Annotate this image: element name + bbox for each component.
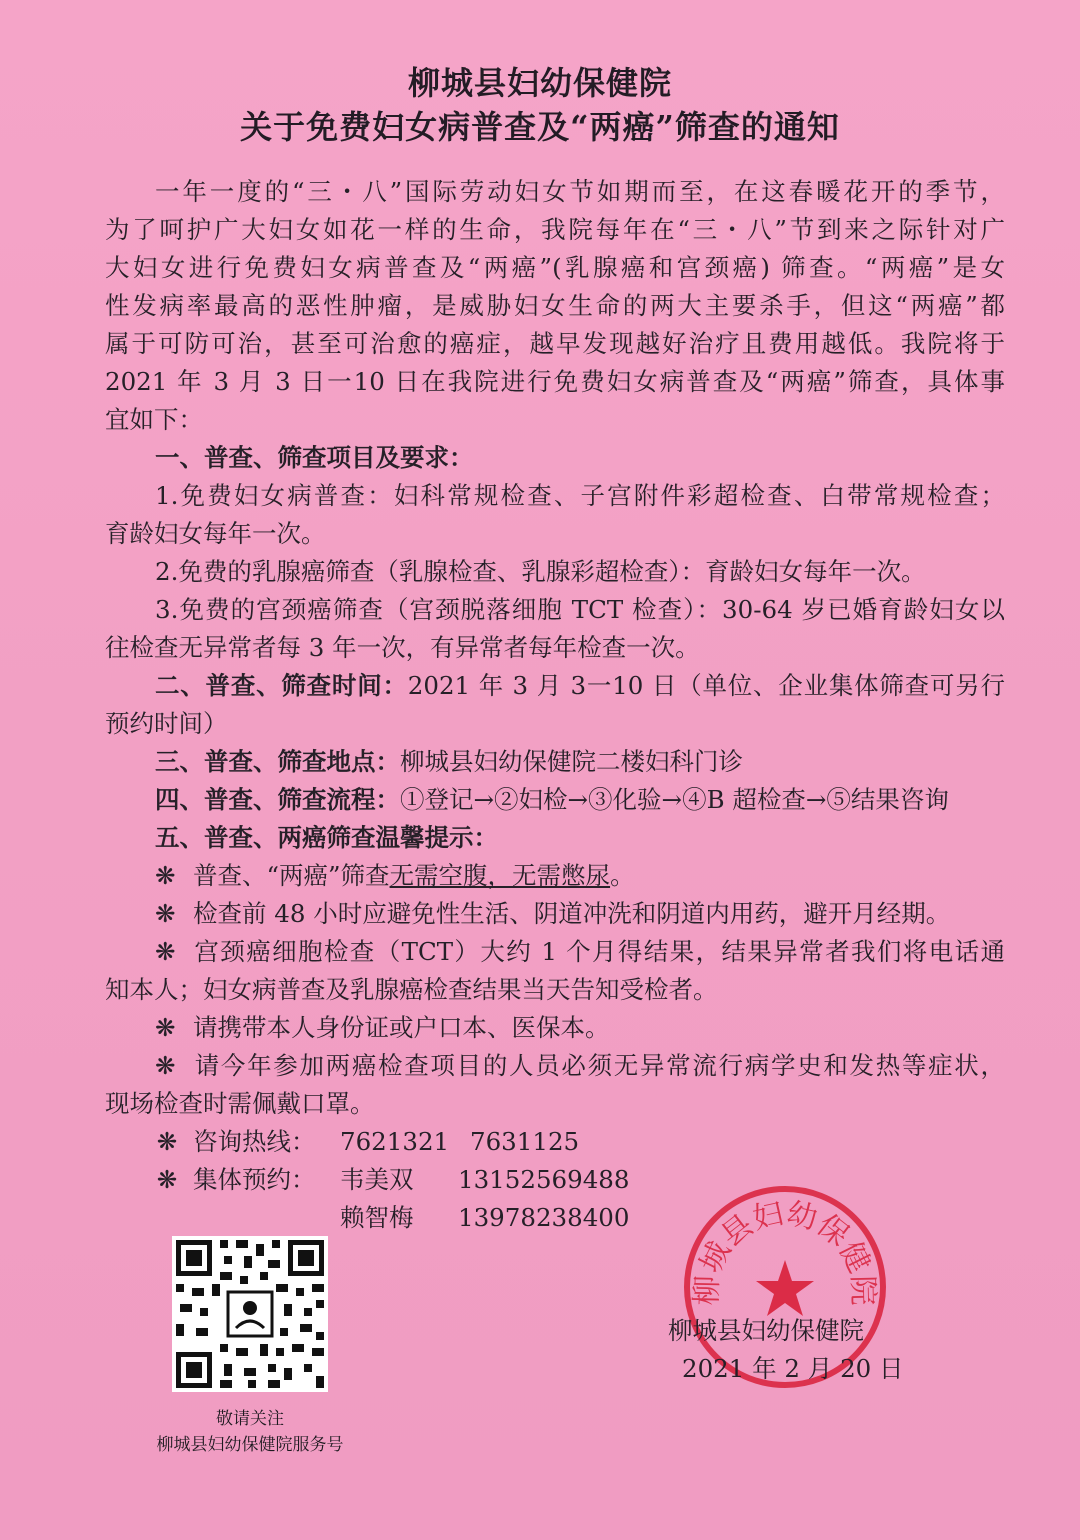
section1-item3-cont: 往检查无异常者每 3 年一次，有异常者每年检查一次。 xyxy=(105,633,700,662)
intro-line: 属于可防可治，甚至可治愈的癌症，越早发现越好治疗且费用越低。我院将于 xyxy=(105,329,1005,358)
tip1-prefix: 普查、“两癌”筛查 xyxy=(193,861,390,890)
intro-line: 性发病率最高的恶性肿瘤，是威胁妇女生命的两大主要杀手，但这“两癌”都 xyxy=(105,291,1005,320)
flower-bullet-icon: ❋ xyxy=(155,1013,176,1042)
tip3-text: 宫颈癌细胞检查（TCT）大约 1 个月得结果，结果异常者我们将电话通 xyxy=(193,937,1005,966)
page-title-notice: 关于免费妇女病普查及“两癌”筛查的通知 xyxy=(240,108,840,146)
tip1-suffix: 。 xyxy=(610,861,635,890)
tip3-cont: 知本人；妇女病普查及乳腺癌检查结果当天告知受检者。 xyxy=(105,975,718,1004)
group-booking-row xyxy=(155,1162,316,1198)
tip1-underlined: 无需空腹，无需憋尿 xyxy=(389,861,611,890)
page-title-hospital: 柳城县妇幼保健院 xyxy=(407,64,672,102)
section3-text: 柳城县妇幼保健院二楼妇科门诊 xyxy=(400,747,743,776)
tip5-cont: 现场检查时需佩戴口罩。 xyxy=(105,1089,375,1118)
tip2-text: 检查前 48 小时应避免性生活、阴道冲洗和阴道内用药，避开月经期。 xyxy=(193,899,951,928)
section5-heading: 五、普查、两癌筛查温馨提示： xyxy=(155,823,498,852)
intro-line: 大妇女进行免费妇女病普查及“两癌”(乳腺癌和宫颈癌) 筛查。“两癌”是女 xyxy=(105,253,1005,282)
section4-line xyxy=(155,782,1005,818)
section3-line xyxy=(155,744,1005,780)
flower-bullet-icon: ❋ xyxy=(156,1127,178,1156)
signature-date: 2021 年 2 月 20 日 xyxy=(682,1354,904,1383)
group-label: 集体预约： xyxy=(193,1165,316,1194)
contact-name: 赖智梅 xyxy=(340,1203,414,1232)
qr-code-icon xyxy=(172,1236,328,1392)
section2-text-cont: 预约时间） xyxy=(105,709,228,738)
flower-bullet-icon: ❋ xyxy=(156,1165,178,1194)
flower-bullet-icon: ❋ xyxy=(155,861,176,890)
section2-text: 2021 年 3 月 3一10 日（单位、企业集体筛查可另行 xyxy=(407,671,1006,700)
seal-text: 柳城县妇幼保健院 xyxy=(689,1196,881,1306)
section4-text: ①登记→②妇检→③化验→④B 超检查→⑤结果咨询 xyxy=(400,785,949,814)
contact-phone: 13978238400 xyxy=(458,1203,630,1232)
section1-item3: 3.免费的宫颈癌筛查（宫颈脱落细胞 TCT 检查）：30-64 岁已婚育龄妇女以 xyxy=(155,595,1005,624)
section2-heading: 二、普查、筛查时间： xyxy=(155,671,408,700)
flower-bullet-icon: ❋ xyxy=(155,937,176,966)
tip5-text: 请今年参加两癌检查项目的人员必须无异常流行病学史和发热等症状， xyxy=(193,1051,1005,1080)
hotline-label: 咨询热线： xyxy=(193,1127,316,1156)
section2-line xyxy=(155,668,1005,704)
hotline-number-2: 7631125 xyxy=(470,1127,580,1156)
tip-item xyxy=(155,934,1005,970)
qr-code xyxy=(172,1236,328,1392)
intro-line: 宜如下： xyxy=(105,405,203,434)
hotline-number-1: 7621321 xyxy=(340,1127,450,1156)
flower-bullet-icon: ❋ xyxy=(155,899,176,928)
tip-item xyxy=(155,858,1005,894)
intro-line: 2021 年 3 月 3 日一10 日在我院进行免费妇女病普查及“两癌”筛查，具体事 xyxy=(105,367,1005,396)
intro-line: 一年一度的“三・八”国际劳动妇女节如期而至，在这春暖花开的季节， xyxy=(155,177,1005,206)
section1-heading: 一、普查、筛查项目及要求： xyxy=(155,443,474,472)
section1-item2: 2.免费的乳腺癌筛查（乳腺检查、乳腺彩超检查）：育龄妇女每年一次。 xyxy=(155,557,926,586)
qr-caption-account: 柳城县妇幼保健院服务号 xyxy=(156,1435,344,1455)
section1-item1-cont: 育龄妇女每年一次。 xyxy=(105,519,326,548)
tip-item xyxy=(155,1010,1005,1046)
contact-phone: 13152569488 xyxy=(458,1165,630,1194)
signature-org: 柳城县妇幼保健院 xyxy=(668,1316,864,1345)
section4-heading: 四、普查、筛查流程： xyxy=(155,785,400,814)
intro-line: 为了呵护广大妇女如花一样的生命，我院每年在“三・八”节到来之际针对广 xyxy=(105,215,1005,244)
flower-bullet-icon: ❋ xyxy=(155,1051,176,1080)
tip-item xyxy=(155,896,1005,932)
section1-item1: 1.免费妇女病普查：妇科常规检查、子宫附件彩超检查、白带常规检查； xyxy=(155,481,1005,510)
tip-item xyxy=(155,1048,1005,1084)
contact-name: 韦美双 xyxy=(340,1165,414,1194)
tip4-text: 请携带本人身份证或户口本、医保本。 xyxy=(193,1013,610,1042)
qr-caption-follow: 敬请关注 xyxy=(216,1409,284,1429)
hotline-row xyxy=(155,1124,316,1160)
section3-heading: 三、普查、筛查地点： xyxy=(155,747,400,776)
